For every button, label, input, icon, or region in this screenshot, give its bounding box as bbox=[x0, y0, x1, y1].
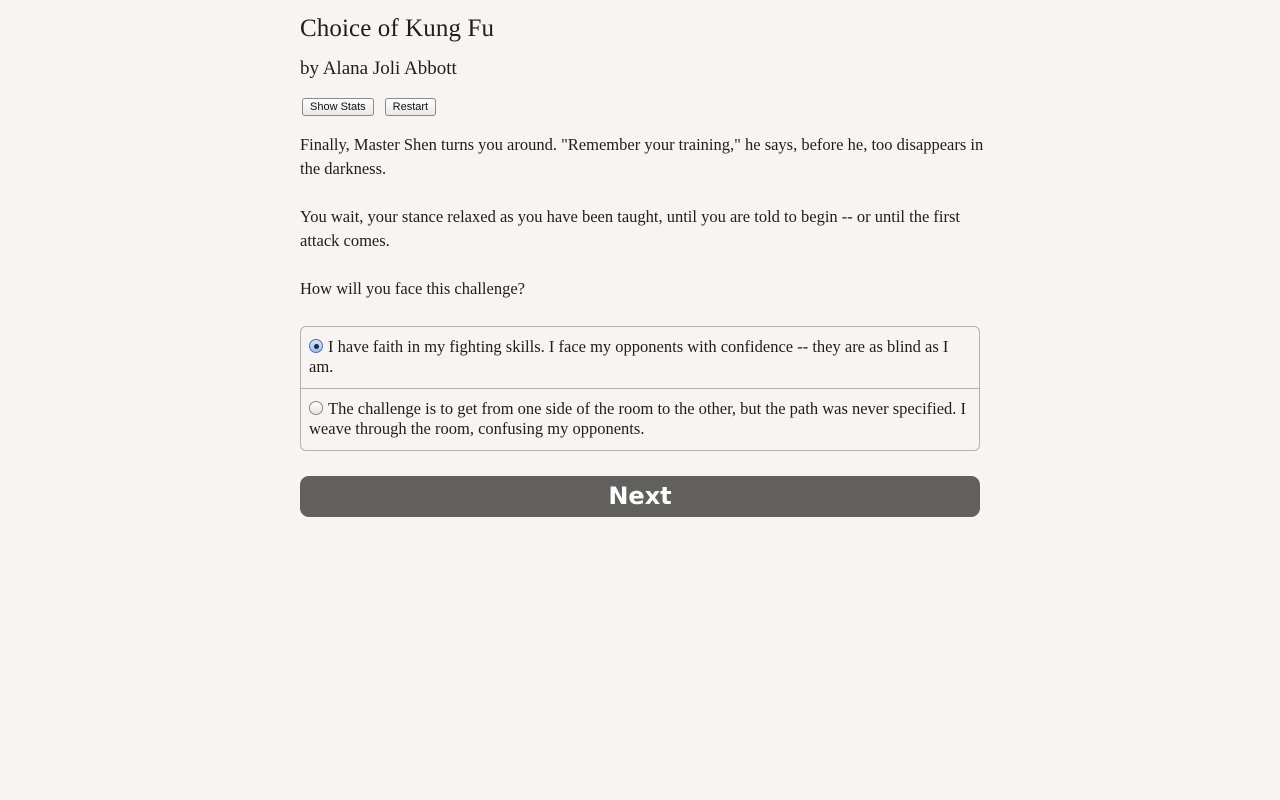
story-text bbox=[300, 133, 990, 325]
story-paragraph: Finally, Master Shen turns you around. "Remember your training," he says, before he, too disappears in the darkness. bbox=[300, 135, 984, 178]
choice-option[interactable] bbox=[301, 327, 979, 388]
choice-label: The challenge is to get from one side of the room to the other, but the path was never specified. I weave through the room, confusing my opponents. bbox=[309, 399, 967, 438]
author-line: by Alana Joli Abbott bbox=[300, 58, 457, 79]
story-paragraph: You wait, your stance relaxed as you have been taught, until you are told to begin -- or until the first attack comes. bbox=[300, 207, 960, 250]
toolbar bbox=[302, 98, 436, 116]
show-stats-button[interactable]: Show Stats bbox=[302, 98, 374, 116]
game-title: Choice of Kung Fu bbox=[300, 15, 495, 42]
choice-option[interactable] bbox=[301, 388, 979, 450]
restart-button[interactable]: Restart bbox=[385, 98, 436, 116]
choice-label: I have faith in my fighting skills. I face my opponents with confidence -- they are as blind as I am. bbox=[309, 337, 949, 376]
story-prompt: How will you face this challenge? bbox=[300, 279, 525, 298]
radio-selected-icon[interactable] bbox=[309, 339, 323, 353]
radio-unselected-icon[interactable] bbox=[309, 401, 323, 415]
next-button[interactable]: Next bbox=[300, 476, 980, 517]
choice-list bbox=[300, 326, 980, 451]
